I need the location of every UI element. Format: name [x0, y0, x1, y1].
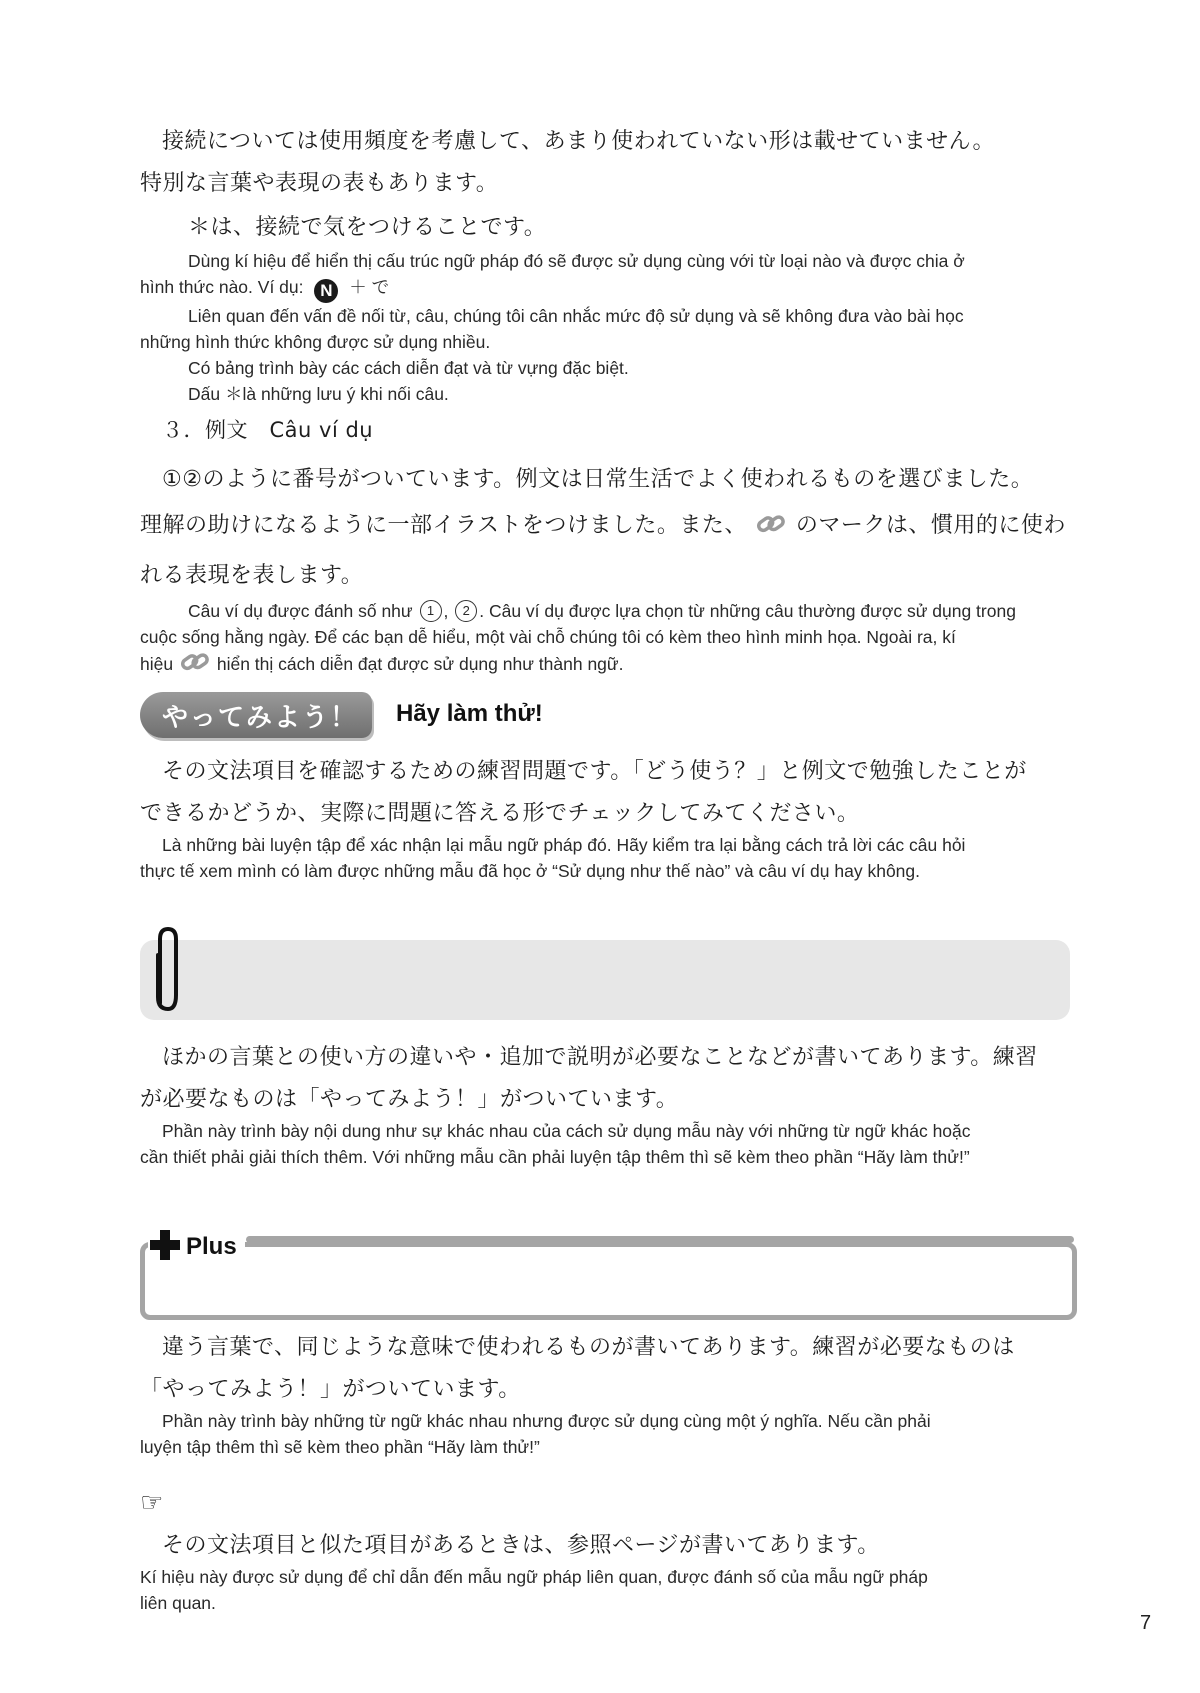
plus-vi-line2: luyện tập thêm thì sẽ kèm theo phần “Hãy làm thử!” — [140, 1437, 540, 1457]
examples-jp-line3: れる表現を表します。 — [140, 563, 364, 588]
plus-box — [140, 1242, 1077, 1320]
examples-vi-line2: cuộc sống hằng ngày. Để các bạn dễ hiểu, một vài chỗ chúng tôi có kèm theo hình minh họa. Ngoài ra, kí — [140, 627, 956, 647]
clip-vi-line1: Phần này trình bày nội dung như sự khác nhau của cách sử dụng mẫu này với những từ ngữ khác hoặc — [162, 1121, 971, 1141]
pointing-hand-icon: ☞ — [140, 1488, 164, 1518]
connection-vi-p2b: những hình thức không được sử dụng nhiều. — [140, 332, 491, 352]
connection-jp-line1: 接続については使用頻度を考慮して、あまり使われていない形は載せていません。 — [162, 129, 995, 154]
examples-jp-line1: ①②のように番号がついています。例文は日常生活でよく使われるものを選びました。 — [162, 467, 1034, 492]
examples-vi-line3a: hiệu — [140, 654, 174, 674]
plus-jp-line1: 違う言葉で、同じような意味で使われるものが書いてあります。練習が必要なものは — [162, 1335, 1015, 1360]
clip-note-box — [140, 940, 1070, 1020]
page-number: 7 — [1140, 1612, 1152, 1634]
try-it-tag — [140, 692, 372, 738]
try-jp-line2: できるかどうか、実際に問題に答える形でチェックしてみてください。 — [140, 801, 860, 826]
try-vi-line2: thực tế xem mình có làm được những mẫu đã học ở “Sử dụng như thế nào” và câu ví dụ hay không. — [140, 861, 920, 881]
connection-jp-note: ＊は、接続で気をつけることです。 — [188, 215, 547, 240]
connection-jp-line2: 特別な言葉や表現の表もあります。 — [140, 171, 499, 196]
plus-vi-line1: Phần này trình bày những từ ngữ khác nhau nhưng được sử dụng cùng một ý nghĩa. Nếu cần phải — [162, 1411, 931, 1431]
connection-vi-p4: Dấu ＊là những lưu ý khi nối câu. — [188, 384, 449, 404]
clip-section — [140, 1040, 1075, 1170]
examples-vi-line1a: Câu ví dụ được đánh số như — [188, 601, 413, 621]
try-jp-line1: その文法項目を確認するための練習問題です。「どう使う？」と例文で勉強したことが — [162, 759, 1027, 784]
try-it-tag-label: やってみよう！ — [162, 703, 359, 733]
connection-vi-p1b: hình thức nào. Ví dụ: — [140, 277, 304, 297]
plus-icon — [148, 1228, 182, 1266]
ref-jp-line1: その文法項目と似た項目があるときは、参照ページが書いてあります。 — [162, 1533, 880, 1558]
circled-number-1: 1 — [420, 600, 442, 622]
ref-vi-line2: liên quan. — [140, 1593, 216, 1613]
ref-vi-line1: Kí hiệu này được sử dụng để chỉ dẫn đến mẫu ngữ pháp liên quan, được đánh số của mẫu ngữ pháp — [140, 1567, 928, 1587]
examples-jp-line2b: のマークは、慣用的に使わ — [795, 513, 1066, 538]
try-it-section — [140, 754, 1075, 884]
examples-vi-line1: Câu ví dụ được đánh số như 1 , 2 . Câu ví dụ được lựa chọn từ những câu thường được sử dụng trong — [188, 601, 1016, 621]
connection-section — [140, 124, 1075, 407]
circled-number-2: 2 — [455, 600, 477, 622]
try-vi-line1: Là những bài luyện tập để xác nhận lại mẫu ngữ pháp đó. Hãy kiểm tra lại bằng cách trả lời các câu hỏi — [162, 835, 966, 855]
clip-jp-line1: ほかの言葉との使い方の違いや・追加で説明が必要なことなどが書いてあります。練習 — [162, 1045, 1038, 1070]
examples-vi-line3 — [140, 650, 1075, 681]
plus-jp-line2: 「やってみよう！」がついています。 — [140, 1377, 521, 1402]
connection-vi-p1a: Dùng kí hiệu để hiển thị cấu trúc ngữ pháp đó sẽ được sử dụng cùng với từ loại nào và được chia ở — [188, 251, 965, 271]
link-icon — [180, 650, 210, 681]
connection-vi-p1-tail: ＋ で — [349, 277, 390, 297]
link-icon — [756, 512, 786, 548]
examples-section — [140, 412, 1075, 681]
plus-header — [148, 1228, 245, 1266]
plus-section — [140, 1330, 1075, 1460]
examples-vi-line1b: . Câu ví dụ được lựa chọn từ những câu thường được sử dụng trong — [479, 601, 1016, 621]
examples-jp-line2a: 理解の助けになるように一部イラストをつけました。また、 — [140, 513, 747, 538]
examples-vi-line3b: hiển thị cách diễn đạt được sử dụng như thành ngữ. — [216, 654, 624, 674]
clip-jp-line2: が必要なものは「やってみよう！」がついています。 — [140, 1087, 679, 1112]
examples-jp-line2 — [140, 508, 1075, 548]
try-it-title-vi: Hãy làm thử! — [396, 700, 543, 727]
noun-badge: N — [314, 279, 338, 303]
clip-vi-line2: cần thiết phải giải thích thêm. Với những mẫu cần phải luyện tập thêm thì sẽ kèm theo phần “Hãy làm thử!” — [140, 1147, 970, 1167]
connection-vi-p2a: Liên quan đến vấn đề nối từ, câu, chúng tôi cân nhắc mức độ sử dụng và sẽ không đưa vào bài học — [188, 306, 964, 326]
plus-label: Plus — [186, 1233, 237, 1260]
reference-section — [140, 1528, 1075, 1616]
connection-vi-p3: Có bảng trình bày các cách diễn đạt và từ vựng đặc biệt. — [188, 358, 629, 378]
examples-heading: ３．例文 Câu ví dụ — [162, 418, 374, 442]
paperclip-icon — [150, 925, 186, 1019]
connection-vi-p1b-line — [140, 274, 1075, 303]
